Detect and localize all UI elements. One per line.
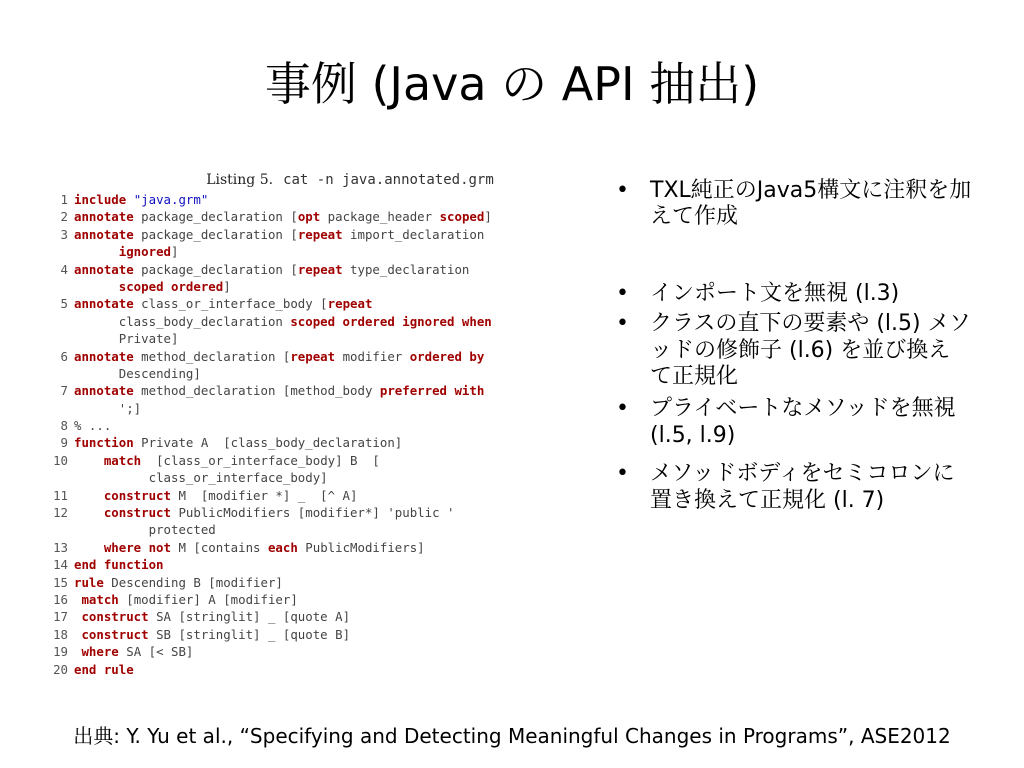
code-line [40,261,600,278]
code-text [74,330,178,347]
code-token: Private A [class_body_declaration] [133,435,403,451]
bullet-text: クラスの直下の要素や (l.5) メソッドの修飾子 (l.6) を並び換えて正規化 [650,311,971,389]
code-token: [modifier] A [modifier] [118,591,298,607]
code-text [74,452,380,469]
code-text [74,365,201,382]
line-number: 12 [53,505,68,521]
listing-caption-label: Listing 5. [206,172,274,188]
code-keyword: preferred with [379,383,485,399]
line-number: 13 [53,539,68,555]
line-number: 17 [53,609,68,625]
code-keyword: ignored [118,244,171,260]
line-number: 9 [60,435,68,451]
code-line [40,556,600,573]
code-token: Private] [118,331,179,347]
bullet-text: インポート文を無視 (l.3) [650,280,900,306]
code-text [74,400,141,417]
line-number: 20 [53,661,68,677]
bullet-item [612,396,972,449]
code-line [40,226,600,243]
listing-caption [100,172,600,188]
code-token: M [contains [170,539,268,555]
code-line [40,608,600,625]
code-token: package_declaration [ [133,209,298,225]
code-text [74,608,350,625]
code-line [40,539,600,556]
code-text [74,504,454,521]
code-text [74,191,208,208]
code-listing [40,172,600,678]
code-keyword: repeat [290,348,336,364]
code-token: ] [223,278,231,294]
code-line [40,591,600,608]
line-number: 16 [53,591,68,607]
line-number: 15 [53,574,68,590]
citation [0,720,1024,749]
code-text [74,243,178,260]
code-text [74,539,425,556]
slide-title: 事例 (Java の API 抽出) [264,57,760,111]
code-line [40,278,600,295]
code-token: package_header [320,209,440,225]
code-keyword: repeat [327,296,373,312]
code-token: SA [stringlit] _ [quote A] [148,609,351,625]
code-keyword: construct [103,487,171,503]
bullet-item [612,311,972,390]
code-line [40,661,600,678]
code-keyword: repeat [297,261,343,277]
code-text [74,208,492,225]
code-keyword: construct [103,505,171,521]
code-token: class_body_declaration [118,313,291,329]
code-text [74,382,484,399]
code-line [40,330,600,347]
code-keyword: end function [74,557,164,573]
bullet-icon: • [616,280,629,306]
code-keyword: annotate [74,209,134,225]
citation-text: : Y. Yu et al., “Specifying and Detecting Meaningful Changes in Programs”, ASE2012 [113,724,951,748]
line-number: 7 [60,383,68,399]
code-token: class_or_interface_body [ [133,296,328,312]
code-keyword: rule [74,574,104,590]
bullet-icon: • [616,396,629,422]
code-line [40,365,600,382]
code-keyword: function [74,435,134,451]
code-token: modifier [335,348,410,364]
code-keyword: scoped ordered [118,278,224,294]
line-number: 5 [60,296,68,312]
code-line [40,417,600,434]
code-text [74,591,298,608]
code-keyword: annotate [74,383,134,399]
bullet-item [612,178,972,231]
code-line [40,348,600,365]
code-body [40,191,600,678]
line-number: 3 [60,226,68,242]
code-line [40,504,600,521]
code-line [40,643,600,660]
code-line [40,313,600,330]
code-keyword: end rule [74,661,134,677]
line-number: 14 [53,557,68,573]
code-keyword: match [81,591,119,607]
code-keyword: match [103,452,142,468]
code-line [40,521,600,538]
code-line [40,487,600,504]
bullet-icon: • [616,178,629,203]
bullet-text: メソッドボディをセミコロンに置き換えて正規化 (l. 7) [650,461,955,513]
line-number: 2 [60,209,68,225]
bullet-list [612,178,972,526]
code-keyword: ordered by [409,348,485,364]
code-token [126,192,133,207]
code-text [74,574,283,591]
code-token: import_declaration [342,226,485,242]
code-token [74,488,104,503]
citation-label: 出典 [73,724,114,748]
listing-caption-command: cat -n java.annotated.grm [283,172,494,188]
code-keyword: repeat [297,226,343,242]
code-token: % ... [74,418,112,434]
code-token: ';] [118,400,142,416]
bullet-text: プライベートなメソッドを無視 (l.5, l.9) [650,396,956,448]
code-token: PublicModifiers [modifier*] 'public ' [170,505,455,521]
code-text [74,556,164,573]
code-keyword: construct [81,626,149,642]
code-keyword: where not [103,539,171,555]
bullet-item [612,281,972,307]
bullet-icon: • [616,461,629,487]
code-token [74,453,104,468]
code-token: ] [170,244,179,260]
line-number: 8 [60,418,68,434]
code-text [74,521,216,538]
code-line [40,400,600,417]
bullet-icon: • [616,311,629,337]
code-text [74,313,492,330]
code-token: class_or_interface_body] [148,470,328,486]
code-token: protected [148,522,216,538]
code-token: SA [< SB] [118,644,194,660]
bullet-item [612,461,972,514]
code-keyword: opt [297,209,321,225]
code-line [40,191,600,208]
code-text [74,295,372,312]
code-text [74,261,469,278]
code-keyword: scoped [439,209,485,225]
code-line [40,243,600,260]
code-keyword: where [81,644,119,660]
code-token: M [modifier *] _ [^ A] [170,487,358,503]
code-text [74,417,111,434]
code-token: package_declaration [ [133,226,298,242]
code-line [40,382,600,399]
code-line [40,469,600,486]
code-keyword: include [74,192,127,207]
code-line [40,452,600,469]
code-line [40,574,600,591]
code-text [74,434,402,451]
line-number: 11 [53,487,68,503]
code-token: type_declaration [342,261,470,277]
line-number: 6 [60,348,68,364]
code-keyword: annotate [74,261,134,277]
code-token: ] [484,209,492,225]
code-token: Descending] [118,365,201,381]
code-keyword: scoped ordered ignored when [290,313,492,329]
code-keyword: annotate [74,296,134,312]
code-text [74,469,328,486]
code-text [74,661,134,678]
code-keyword: construct [81,609,149,625]
code-text [74,348,484,365]
line-number: 4 [60,261,68,277]
bullet-text: TXL純正のJava5構文に注釈を加えて作成 [650,178,972,230]
code-line [40,626,600,643]
code-token: package_declaration [ [133,261,298,277]
code-line [40,208,600,225]
code-token: method_declaration [method_body [133,383,380,399]
line-number: 10 [53,452,68,468]
code-text [74,487,357,504]
code-token: Descending B [modifier] [103,574,283,590]
code-line [40,295,600,312]
code-text [74,643,193,660]
code-text [74,626,350,643]
code-token: SB [stringlit] _ [quote B] [148,626,351,642]
code-token: method_declaration [ [133,348,291,364]
code-keyword: each [267,539,298,555]
code-string: "java.grm" [133,192,209,207]
code-keyword: annotate [74,226,134,242]
line-number: 19 [53,644,68,660]
code-token [74,505,104,520]
code-text [74,278,231,295]
code-line [40,434,600,451]
code-token: PublicModifiers] [297,539,425,555]
code-token [74,540,104,555]
code-text [74,226,484,243]
code-token: [class_or_interface_body] B [ [141,452,380,468]
line-number: 18 [53,626,68,642]
code-keyword: annotate [74,348,134,364]
line-number: 1 [60,192,68,207]
